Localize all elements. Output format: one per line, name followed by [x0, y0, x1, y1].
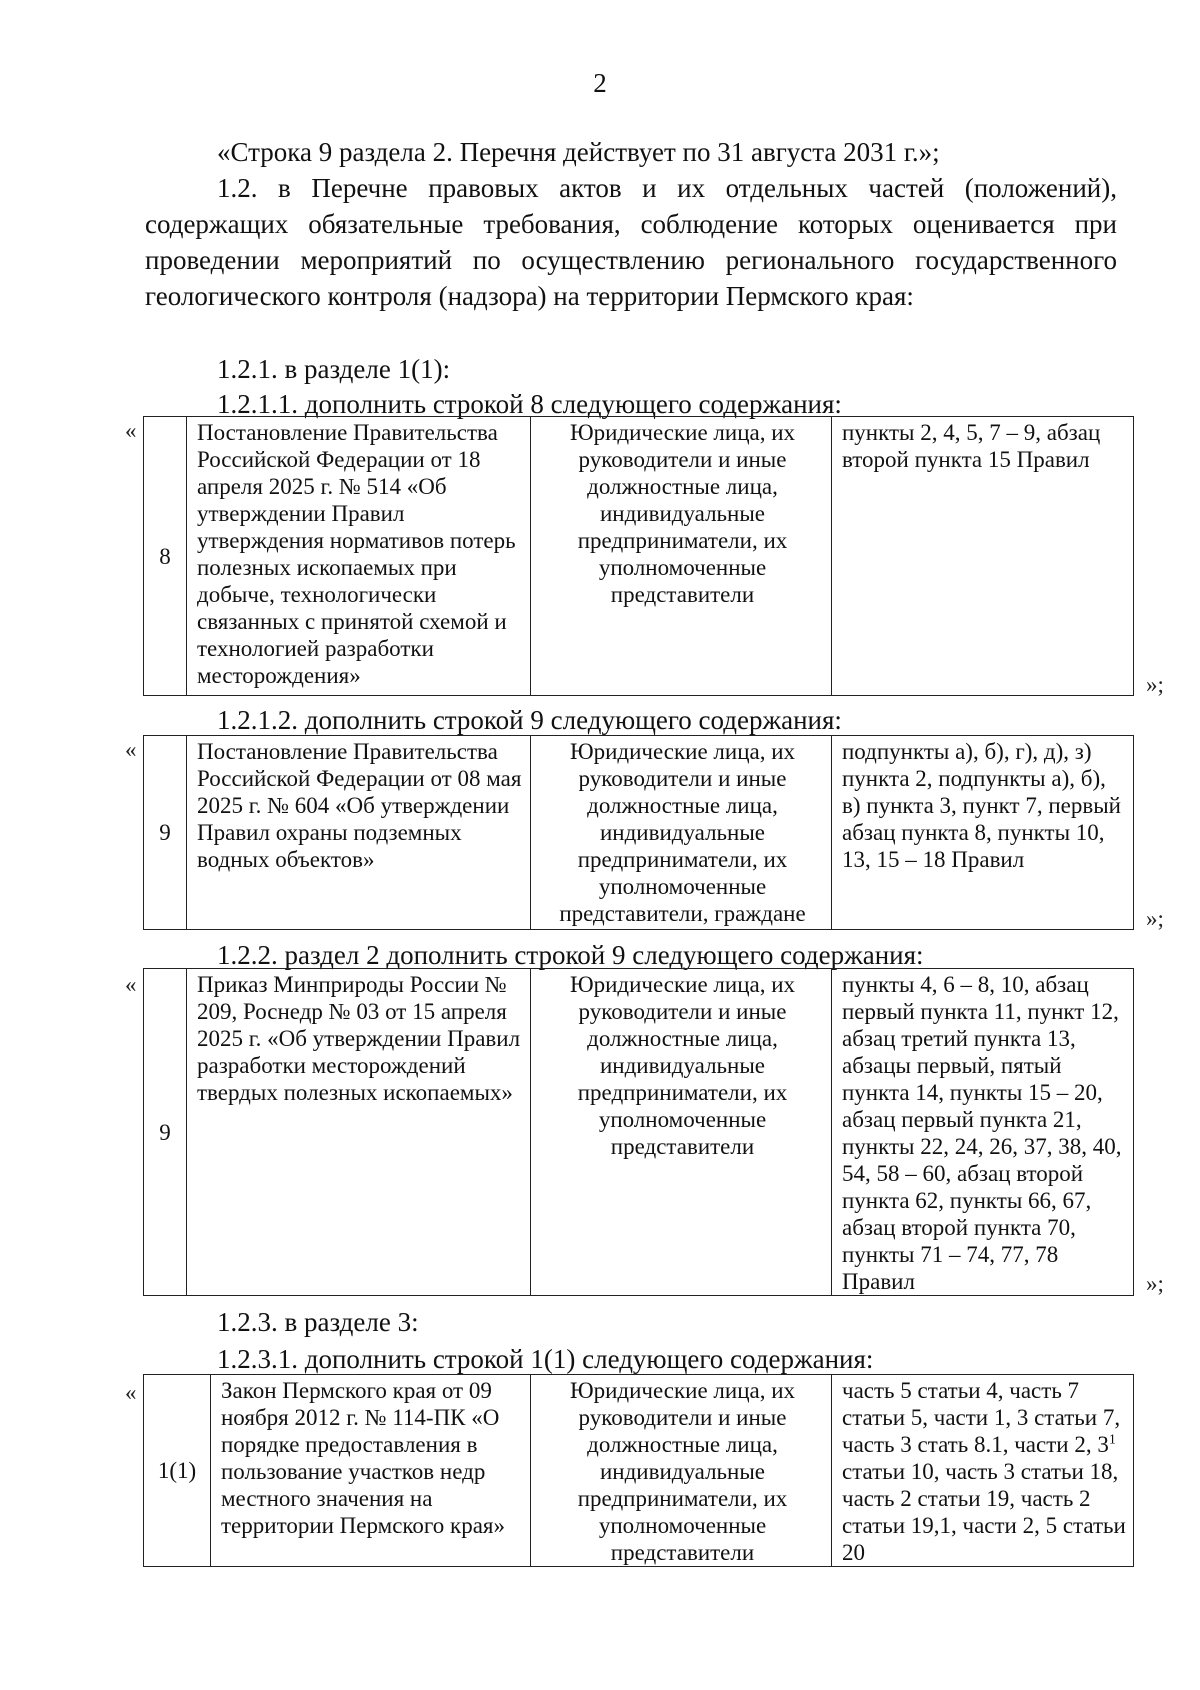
paragraph-1-2-3-1: 1.2.3.1. дополнить строкой 1(1) следующего содержания:: [217, 1344, 874, 1374]
row-number: 9: [144, 736, 187, 930]
provisions-cell: пункты 2, 4, 5, 7 – 9, абзац второй пункта 15 Правил: [832, 417, 1134, 696]
provisions-text-end: статьи 10, часть 3 статьи 18, часть 2 статьи 19, часть 2 статьи 19,1, части 2, 5 статьи 20: [842, 1459, 1126, 1565]
superscript-index: 1: [1108, 1432, 1116, 1448]
close-quote: »;: [1146, 1271, 1164, 1296]
provisions-text-start: часть 5 статьи 4, часть 7 статьи 5, части 1, 3 статьи 7, часть 3 стать 8.1, части 2, 3: [842, 1378, 1121, 1457]
row-number: 1(1): [144, 1375, 211, 1567]
legal-act-cell: Закон Пермского края от 09 ноября 2012 г. № 114-ПК «О порядке предоставления в пользование участков недр местного значения на территории Пермского края»: [211, 1375, 531, 1567]
table-row-8-section-1-1: [143, 416, 1134, 696]
paragraph-1-2: 1.2. в Перечне правовых актов и их отдельных частей (положений), содержащих обязательные требования, соблюдение которых оценивается при проведении мероприятий по осуществлению регионального государственного геологического контроля (надзора) на территории Пермского края:: [145, 173, 1117, 311]
table-row-9-section-2: [143, 968, 1134, 1296]
paragraph-1-2-1-1: 1.2.1.1. дополнить строкой 8 следующего содержания:: [217, 389, 842, 419]
provisions-cell: пункты 4, 6 – 8, 10, абзац первый пункта 11, пункт 12, абзац третий пункта 13, абзацы первый, пятый пункта 14, пункты 15 – 20, абзац первый пункта 21, пункты 22, 24, 26, 37, 38, 40, 54, 58 – 60, абзац второй пункта 62, пункты 66, 67, абзац второй пункта 70, пункты 71 – 74, 77, 78 Правил: [832, 969, 1134, 1296]
subjects-cell: Юридические лица, их руководители и иные должностные лица, индивидуальные предприниматели, их уполномоченные представители: [531, 1375, 832, 1567]
subjects-cell: Юридические лица, их руководители и иные должностные лица, индивидуальные предприниматели, их уполномоченные представители: [531, 417, 832, 696]
close-quote: »;: [1146, 906, 1164, 931]
open-quote: «: [125, 1380, 137, 1405]
provisions-cell: подпункты а), б), г), д), з) пункта 2, подпункты а), б), в) пункта 3, пункт 7, первый абзац пункта 8, пункты 10, 13, 15 – 18 Правил: [832, 736, 1134, 930]
intro-line: «Строка 9 раздела 2. Перечня действует по 31 августа 2031 г.»;: [217, 137, 940, 167]
table-row-1-1-section-3: [143, 1374, 1134, 1567]
legal-act-cell: Постановление Правительства Российской Федерации от 08 мая 2025 г. № 604 «Об утверждении Правил охраны подземных водных объектов»: [187, 736, 531, 930]
provisions-cell: [832, 1375, 1134, 1567]
subjects-cell: Юридические лица, их руководители и иные должностные лица, индивидуальные предприниматели, их уполномоченные представители, граждане: [531, 736, 832, 930]
open-quote: «: [125, 737, 137, 762]
page-number: 2: [593, 68, 607, 98]
open-quote: «: [125, 418, 137, 443]
subjects-cell: Юридические лица, их руководители и иные должностные лица, индивидуальные предприниматели, их уполномоченные представители: [531, 969, 832, 1296]
paragraph-1-2-1: 1.2.1. в разделе 1(1):: [217, 354, 451, 384]
close-quote: »;: [1146, 672, 1164, 697]
paragraph-1-2-1-2: 1.2.1.2. дополнить строкой 9 следующего содержания:: [217, 705, 842, 735]
paragraph-1-2-2: 1.2.2. раздел 2 дополнить строкой 9 следующего содержания:: [217, 940, 924, 970]
legal-act-cell: Постановление Правительства Российской Федерации от 18 апреля 2025 г. № 514 «Об утверждении Правил утверждения нормативов потерь полезных ископаемых при добыче, технологически связанных с принятой схемой и технологией разработки месторождения»: [187, 417, 531, 696]
paragraph-1-2-3: 1.2.3. в разделе 3:: [217, 1307, 419, 1337]
row-number: 9: [144, 969, 187, 1296]
legal-act-cell: Приказ Минприроды России № 209, Роснедр № 03 от 15 апреля 2025 г. «Об утверждении Правил разработки месторождений твердых полезных ископаемых»: [187, 969, 531, 1296]
open-quote: «: [125, 972, 137, 997]
row-number: 8: [144, 417, 187, 696]
table-row-9-section-1-1: [143, 735, 1134, 930]
